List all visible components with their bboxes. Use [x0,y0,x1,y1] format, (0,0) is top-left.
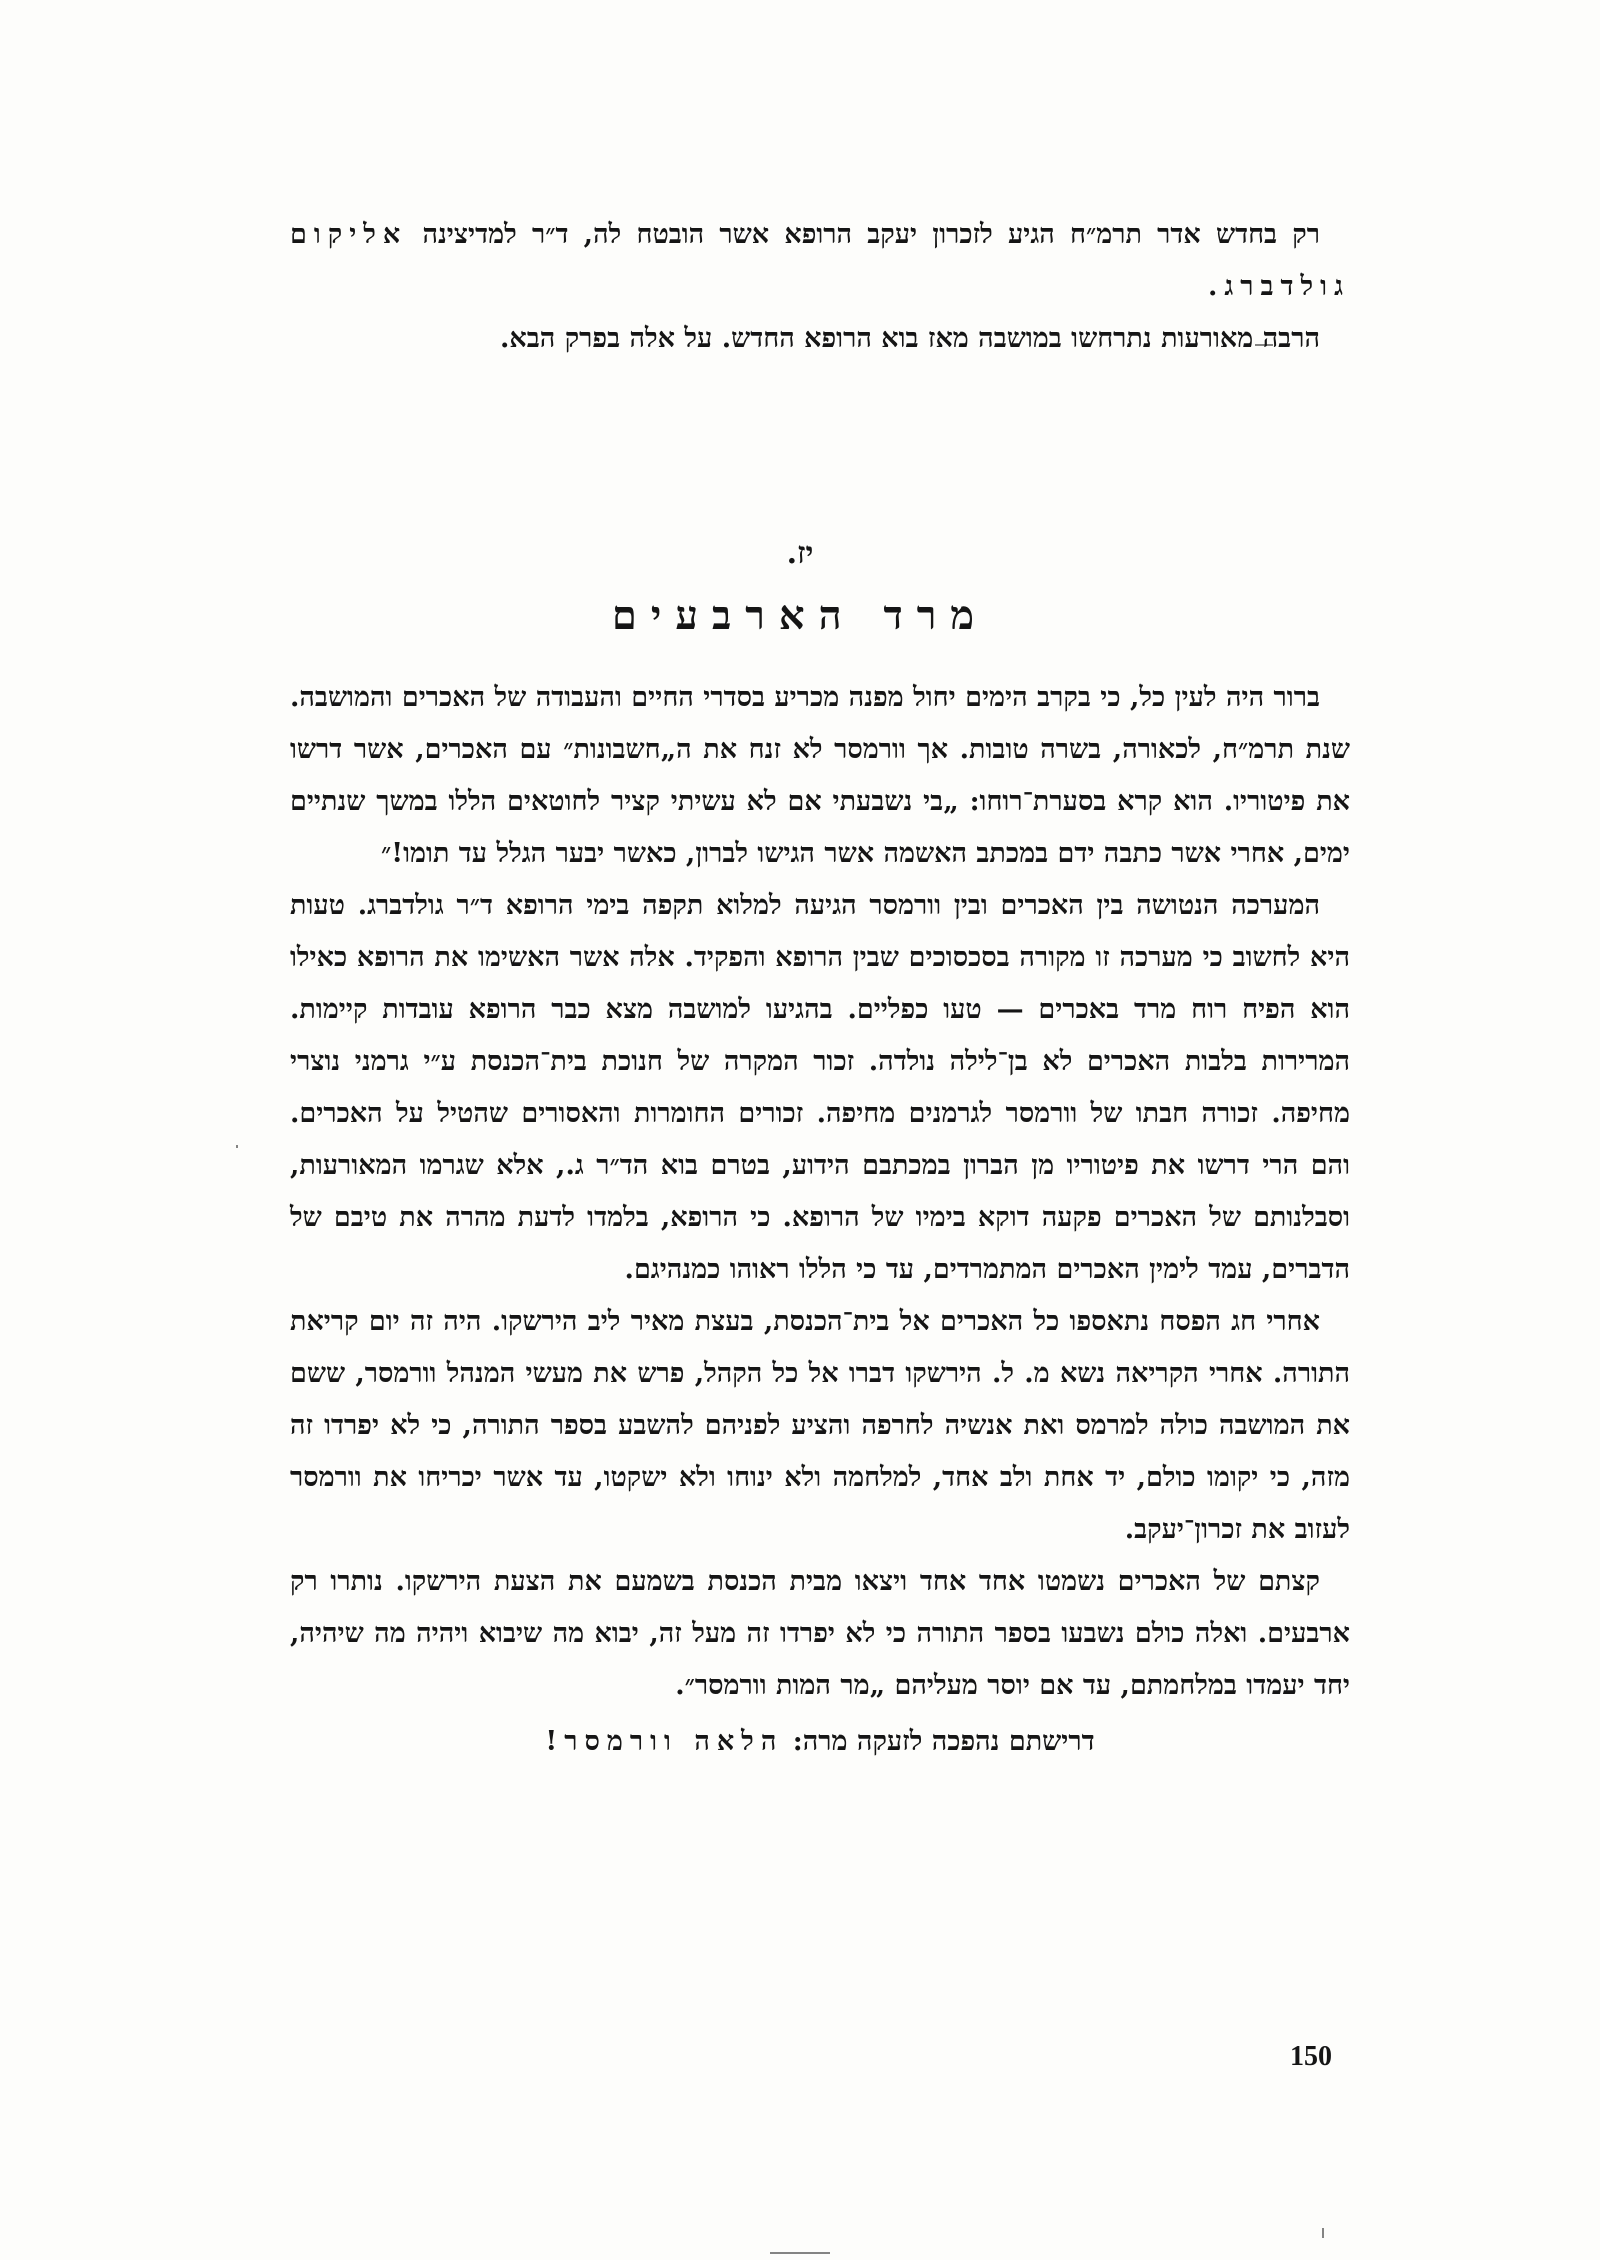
intro-section [290,209,1350,365]
body-paragraph: אחרי חג הפסח נתאספו כל האכרים אל בית־הכנסת, בעצת מאיר ליב הירשקו. היה זה יום קריאת התורה. אחרי הקריאה נשא מ. ל. הירשקו דברו אל כל הקהל, פרש את מעשי המנהל וורמסר, ששם את המושבה כולה למרמס ואת אנשיה לחרפה והציע לפניהם להשבע בספר התורה, כי לא יפרדו זה מזה, כי יקומו כולם, יד אחת ולב אחד, למלחמה ולא ינוחו ולא ישקטו, עד אשר יכריחו את וורמסר לעזוב את זכרון־יעקב. [290,1306,1350,1545]
intro-paragraph: הרבה מאורעות נתרחשו במושבה מאז בוא הרופא החדש. על אלה בפרק הבא. [500,323,1320,354]
closing-line [290,1716,1350,1768]
chapter-title: מרד הארבעים [611,592,989,639]
scan-mark [770,2252,830,2254]
body-paragraph: קצתם של האכרים נשמטו אחד אחד ויצאו מבית הכנסת בשמעם את הצעת הירשקו. נותרו רק ארבעים. ואלה כולם נשבעו בספר התורה כי לא יפרדו זה מעל זה, יבוא מה שיבוא ויהיה מה שיהיה, יחד יעמדו במלחמתם, עד אם יוסר מעליהם „מר המות וורמסר״. [290,1566,1350,1701]
chapter-number: יז. [786,536,814,571]
closing-lead: דרישתם נהפכה לזעקה מרה: [792,1726,1095,1757]
page-number: 150 [1290,2041,1332,2072]
intro-paragraph [290,209,1350,313]
scan-mark [1322,2228,1324,2238]
chapter-body [290,672,1350,1768]
scan-mark [236,1145,238,1148]
body-paragraph: ברור היה לעין כל, כי בקרב הימים יחול מפנה מכריע בסדרי החיים והעבודה של האכרים והמושבה. שנת תרמ״ח, לכאורה, בשרה טובות. אך וורמסר לא זנח את ה„חשבונות״ עם האכרים, אשר דרשו את פיטוריו. הוא קרא בסערת־רוחו: „בי נשבעתי אם לא עשיתי קציר לחוטאים הללו במשך שנתיים ימים, אחרי אשר כתבה ידם במכתב האשמה אשר הגישו לברון, כאשר יבער הגלל עד תומו!״ [290,682,1350,869]
body-paragraph: המערכה הנטושה בין האכרים ובין וורמסר הגיעה למלוא תקפה בימי הרופא ד״ר גולדברג. טעות היא לחשוב כי מערכה זו מקורה בסכסוכים שבין הרופא והפקיד. אלה אשר האשימו את הרופא כאילו הוא הפיח רוח מרד באכרים — טעו כפליים. בהגיעו למושבה מצא כבר הרופא עובדות קיימות. המרירות בלבות האכרים לא בן־לילה נולדה. זכור המקרה של חנוכת בית־הכנסת ע״י גרמני נוצרי מחיפה. זכורה חבתו של וורמסר לגרמנים מחיפה. זכורים החומרות והאסורים שהטיל על האכרים. והם הרי דרשו את פיטוריו מן הברון במכתבם הידוע, בטרם בוא הד״ר ג., אלא שגרמו המאורעות, וסבלנותם של האכרים פקעה דוקא בימיו של הרופא. כי הרופא, בלמדו לדעת מהרה את טיבם של הדברים, עמד לימין האכרים המתמרדים, עד כי הללו ראוהו כמנהיגם. [290,890,1350,1285]
closing-cry: הלאה וורמסר! [545,1726,784,1757]
doctor-name: אליקום גולדברג. [290,219,1350,302]
intro-text: רק בחדש אדר תרמ״ח הגיע לזכרון יעקב הרופא אשר הובטח לה, ד״ר למדיצינה [422,219,1321,250]
